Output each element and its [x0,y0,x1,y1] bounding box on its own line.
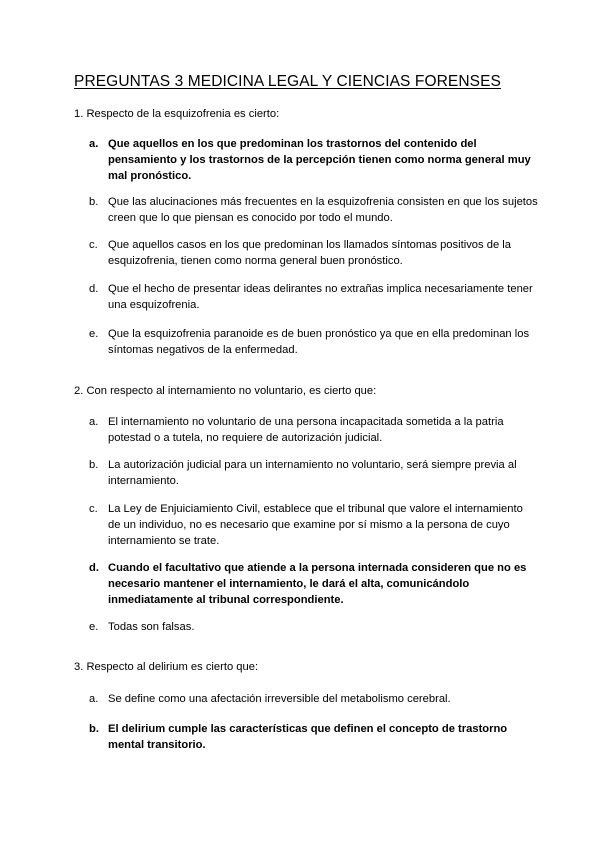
option-text: Todas son falsas. [108,621,195,633]
option-letter: a. [89,693,99,705]
option-text: La Ley de Enjuiciamiento Civil, establece que el tribunal que valore el internamiento de un individuo, no es necesario que examine por sí mismo a la persona de cuyo internamiento se trate. [108,503,523,547]
option-text: El internamiento no voluntario de una persona incapacitada sometida a la patria potestad o a tutela, no requiere de autorización judicial. [108,416,504,444]
page-title: PREGUNTAS 3 MEDICINA LEGAL Y CIENCIAS FORENSES [74,73,501,90]
option-letter: c. [89,239,98,251]
option-text: Que aquellos en los que predominan los trastornos del contenido del pensamiento y los trastornos de la percepción tienen como norma general muy mal pronóstico. [108,138,531,182]
question-1: 1. Respecto de la esquizofrenia es cierto: [74,108,280,120]
option-text: Se define como una afectación irreversible del metabolismo cerebral. [108,693,451,705]
option-letter: d. [89,562,99,574]
option-text: La autorización judicial para un internamiento no voluntario, será siempre previa al internamiento. [108,459,517,487]
option-letter: c. [89,503,98,515]
question-3: 3. Respecto al delirium es cierto que: [74,661,259,673]
option-text: Que las alucinaciones más frecuentes en la esquizofrenia consisten en que los sujetos creen que lo que piensan es conocido por todo el mundo. [108,196,538,224]
option-text: Que el hecho de presentar ideas delirantes no extrañas implica necesariamente tener una esquizofrenia. [108,283,533,311]
question-2: 2. Con respecto al internamiento no voluntario, es cierto que: [74,385,377,397]
option-text: Que la esquizofrenia paranoide es de buen pronóstico ya que en ella predominan los síntomas negativos de la enfermedad. [108,328,530,356]
option-text: Que aquellos casos en los que predominan los llamados síntomas positivos de la esquizofrenia, tienen como norma general buen pronóstico. [108,239,511,267]
option-letter: e. [89,621,99,633]
option-text: Cuando el facultativo que atiende a la persona internada consideren que no es necesario mantener el internamiento, le dará el alta, comunicándolo inmediatamente al tribunal correspondiente. [108,562,527,606]
option-letter: b. [89,196,99,208]
option-text: El delirium cumple las características que definen el concepto de trastorno mental transitorio. [108,723,508,751]
option-letter: a. [89,138,99,150]
option-letter: e. [89,328,99,340]
option-letter: b. [89,459,99,471]
option-letter: b. [89,723,99,735]
option-letter: a. [89,416,99,428]
option-letter: d. [89,283,99,295]
